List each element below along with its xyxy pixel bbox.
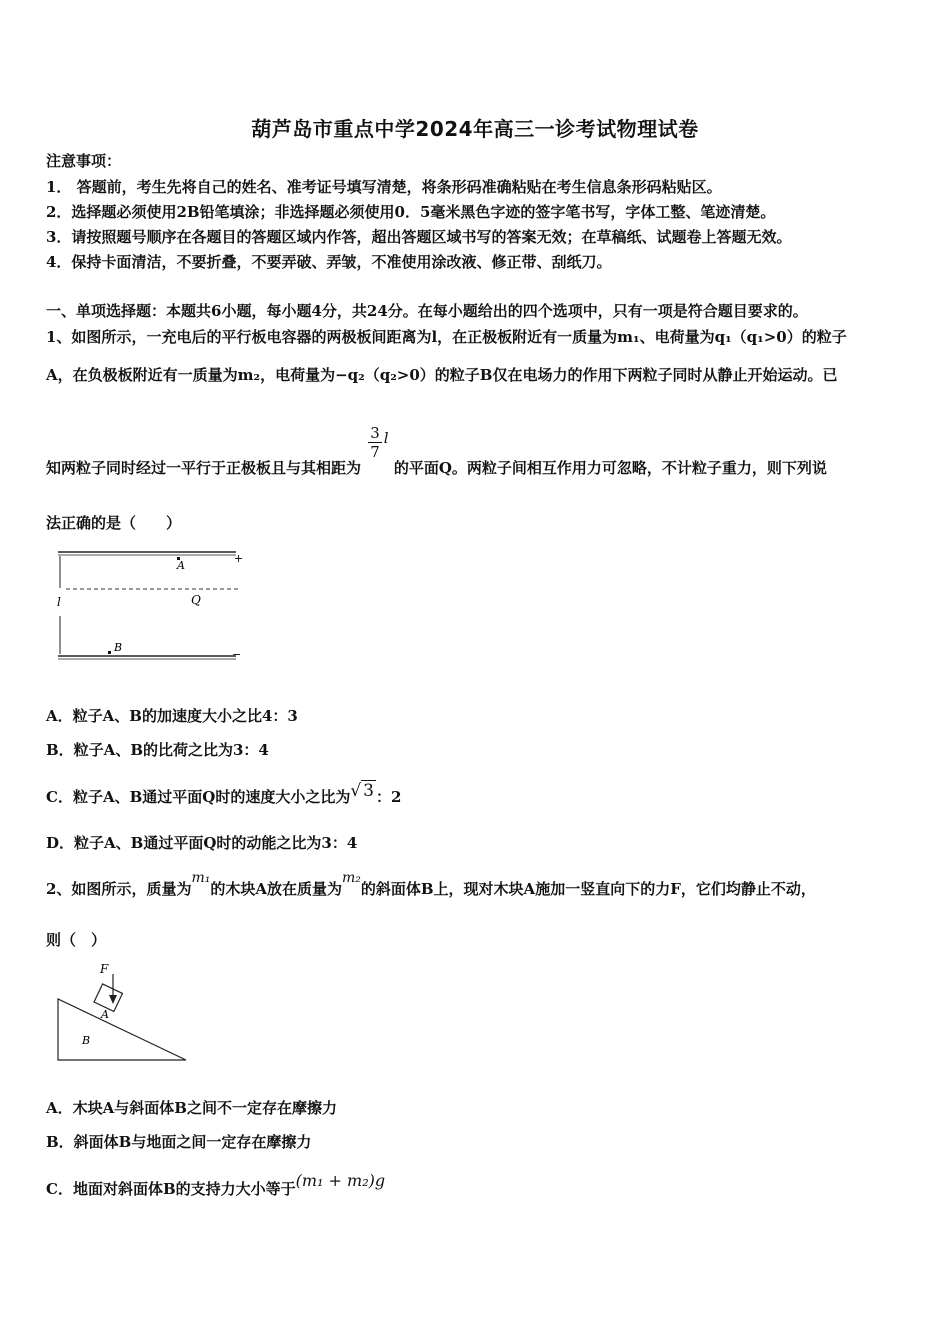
- page-title: 葫芦岛市重点中学2024年高三一诊考试物理试卷: [251, 117, 699, 141]
- sqrt-expression: √ 3: [350, 781, 374, 801]
- mass-m1: m₁: [191, 870, 211, 886]
- q1-option-b: B．粒子A、B的比荷之比为3：4: [46, 741, 269, 759]
- q1-option-c-text: C．粒子A、B通过平面Q时的速度大小之比为: [46, 788, 351, 806]
- notice-heading: 注意事项：: [46, 152, 122, 170]
- mass-m2: m₂: [341, 870, 361, 886]
- q1-option-c-suffix: ：2: [376, 788, 402, 806]
- q1-line-1: 1、如图所示，一充电后的平行板电容器的两极板间距离为l，在正极板附近有一质量为m₁、电荷量为q₁（q₁>0）的粒子: [46, 328, 847, 346]
- notice-item-4: 4．保持卡面清洁，不要折叠，不要弄破、弄皱，不准使用涂改液、修正带、刮纸刀。: [46, 253, 612, 271]
- q1-line-2: A，在负极板附近有一质量为m₂，电荷量为−q₂（q₂>0）的粒子B仅在电场力的作用下两粒子同时从静止开始运动。已: [46, 366, 838, 384]
- incline-figure: [54, 962, 194, 1066]
- notice-item-3: 3．请按照题号顺序在各题目的答题区域内作答，超出答题区域书写的答案无效；在草稿纸、试题卷上答题无效。: [46, 228, 792, 246]
- q2-line-1c: 的斜面体B上，现对木块A施加一竖直向下的力F，它们均静止不动，: [360, 880, 816, 898]
- fraction-numerator: 3: [370, 424, 380, 442]
- capacitor-figure: [46, 544, 246, 666]
- q1-option-c: [46, 781, 402, 807]
- q2-option-b: B．斜面体B与地面之间一定存在摩擦力: [46, 1133, 312, 1151]
- minus-sign: −: [232, 648, 242, 661]
- wedge-label: B: [82, 1034, 91, 1047]
- q2-option-a: A．木块A与斜面体B之间不一定存在摩擦力: [46, 1099, 337, 1117]
- fraction-variable: l: [383, 428, 389, 447]
- q2-line-1b: 的木块A放在质量为: [210, 880, 342, 898]
- plane-q-label: Q: [191, 593, 201, 607]
- q2-line-1a: 2、如图所示，质量为: [46, 880, 192, 898]
- force-label: F: [100, 962, 109, 976]
- q1-line-3a: 知两粒子同时经过一平行于正极板且与其相距为: [46, 458, 362, 477]
- incline-wedge: [58, 999, 186, 1060]
- q1-line-4: 法正确的是（ ）: [46, 514, 182, 532]
- fraction-denominator: 7: [370, 443, 380, 461]
- block-a-label: A: [101, 1008, 109, 1021]
- q1-line-3b: 的平面Q。两粒子间相互作用力可忽略，不计粒子重力，则下列说: [393, 458, 827, 477]
- notice-item-1: 1． 答题前，考生先将自己的姓名、准考证号填写清楚，将条形码准确粘贴在考生信息条形码粘贴区。: [46, 178, 722, 196]
- q1-option-a: A．粒子A、B的加速度大小之比4：3: [46, 707, 298, 725]
- plus-sign: +: [234, 552, 244, 565]
- notice-item-2: 2．选择题必须使用2B铅笔填涂；非选择题必须使用0．5毫米黑色字迹的签字笔书写，字体工整、笔迹清楚。: [46, 203, 776, 221]
- particle-b-label: B: [114, 641, 123, 654]
- q2-option-c-text: C．地面对斜面体B的支持力大小等于: [46, 1180, 296, 1198]
- sqrt-radicand: 3: [363, 781, 374, 801]
- q2-line-2: 则（ ）: [46, 931, 107, 949]
- total-mass-expression: (m₁ + m₂)g: [295, 1171, 386, 1190]
- q1-line-3: [46, 424, 827, 477]
- particle-a-label: A: [177, 559, 185, 572]
- distance-label: l: [57, 595, 61, 609]
- q2-line-1: [46, 870, 816, 899]
- q2-option-c: [46, 1171, 386, 1199]
- q1-option-d: D．粒子A、B通过平面Q时的动能之比为3：4: [46, 834, 358, 852]
- fraction-three-sevenths: [368, 424, 382, 461]
- section-heading: 一、单项选择题：本题共6小题，每小题4分，共24分。在每小题给出的四个选项中，只有一项是符合题目要求的。: [46, 302, 808, 320]
- particle-b-dot: [108, 651, 111, 654]
